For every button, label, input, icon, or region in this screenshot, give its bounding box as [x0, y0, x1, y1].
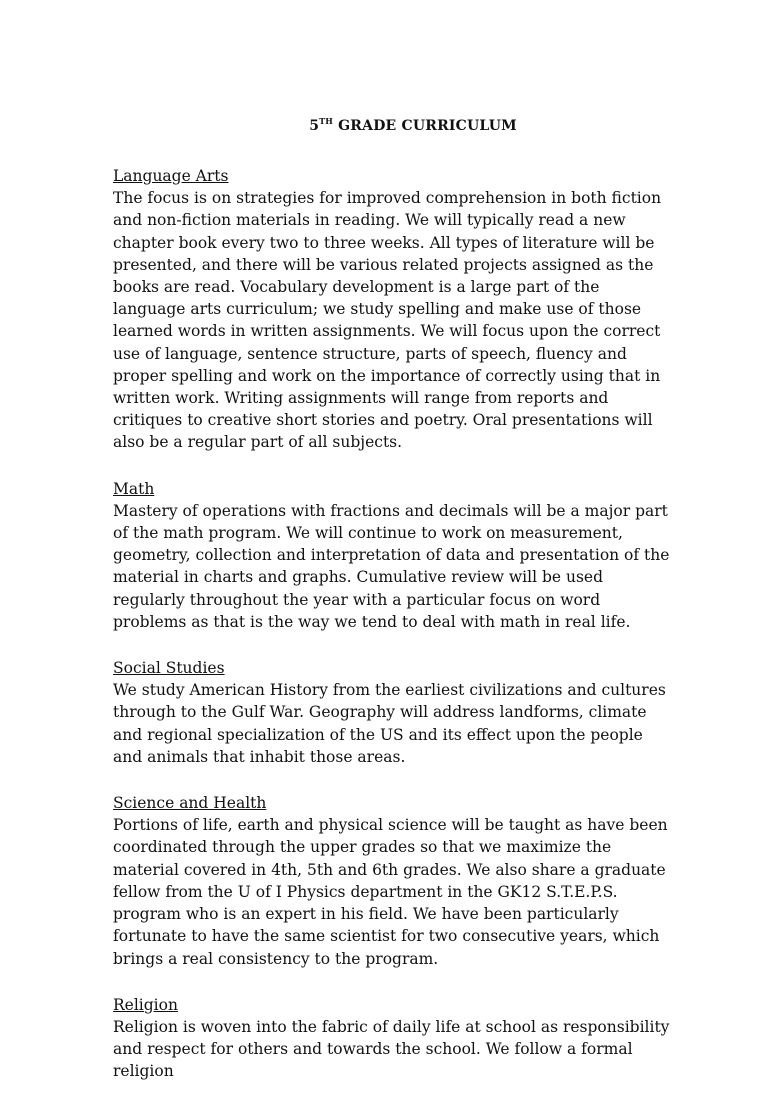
- title-text: GRADE CURRICULUM: [333, 118, 517, 134]
- page-title: [113, 118, 673, 134]
- section-heading: Math: [113, 479, 155, 498]
- section-body: Portions of life, earth and physical science will be taught as have been coordinated through the upper grades so that we maximize the material covered in 4th, 5th and 6th grades. We also share a graduate fellow from the U of I Physics department in the GK12 S.T.E.P.S. program who is an expert in his field. We have been particularly fortunate to have the same scientist for two consecutive years, which brings a real consistency to the program.: [113, 816, 668, 968]
- section-body: Religion is woven into the fabric of daily life at school as responsibility and respect for others and towards the school. We follow a formal religion: [113, 1017, 670, 1081]
- section-heading: Language Arts: [113, 167, 229, 185]
- section-body: We study American History from the earliest civilizations and cultures through to the Gulf War. Geography will address landforms, climate and regional specialization of the US and its effect upon the people and animals that inhabit those areas.: [113, 681, 666, 766]
- section-heading: Religion: [113, 995, 178, 1014]
- section-body: Mastery of operations with fractions and decimals will be a major part of the math program. We will continue to work on measurement, geometry, collection and interpretation of data and presentation of the material in charts and graphs. Cumulative review will be used regularly throughout the year with a particular focus on word problems as that is the way we tend to deal with math in real life.: [113, 501, 670, 631]
- section-science-and-health: [113, 792, 673, 970]
- section-language-arts: [113, 165, 673, 454]
- title-superscript: TH: [319, 116, 334, 126]
- section-heading: Science and Health: [113, 794, 267, 813]
- section-social-studies: [113, 657, 673, 768]
- section-religion: [113, 994, 673, 1083]
- section-heading: Social Studies: [113, 659, 225, 678]
- section-math: [113, 478, 673, 633]
- document-page: [113, 118, 673, 1107]
- section-body: The focus is on strategies for improved comprehension in both fiction and non-fiction materials in reading. We will typically read a new chapter book every two to three weeks. All types of literature will be presented, and there will be various related projects assigned as the books are read. Vocabulary development is a large part of the language arts curriculum; we study spelling and make use of those learned words in written assignments. We will focus upon the correct use of language, sentence structure, parts of speech, fluency and proper spelling and work on the importance of correctly using that in written work. Writing assignments will range from reports and critiques to creative short stories and poetry. Oral presentations will also be a regular part of all subjects.: [113, 189, 662, 452]
- title-number: 5: [309, 118, 320, 134]
